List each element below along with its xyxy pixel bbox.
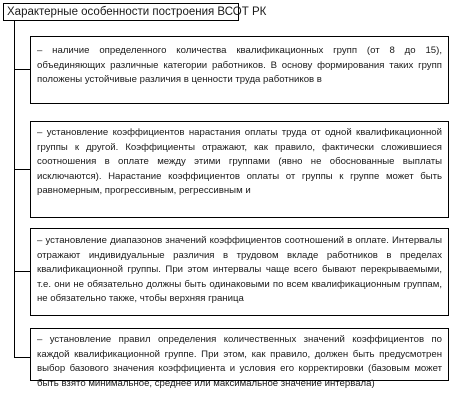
feature-text-4: – установление правил определения количественных значений коэффициентов по каждой квалификационной группе. При этом, как правило, должен быть предусмотрен выбор базового значения коэффициента и условия его корректировки (базовым может быть взято минимальное, среднее или максимальное значение интервала) [37, 334, 442, 389]
connector-branch-1 [14, 69, 30, 70]
diagram-title: Характерные особенности построения ВСОТ РК [3, 3, 239, 21]
vertical-connector-line [14, 21, 15, 358]
connector-branch-2 [14, 169, 30, 170]
connector-branch-3 [14, 271, 30, 272]
feature-block-2 [30, 121, 449, 218]
feature-block-3 [30, 228, 449, 316]
feature-text-3: – установление диапазонов значений коэффициентов соотношений в оплате. Интервалы отражают индивидуальные различия в трудовом вкладе работников в пределах квалификационной группы. При этом интервалы чаще всего бывают перекрываемыми, т.е. они не обязательно должны быть одинаковыми по всем квалификационным группам, не обязательно также, чтобы верхняя граница [37, 235, 442, 305]
feature-block-4 [30, 328, 449, 389]
feature-block-1 [30, 36, 449, 104]
connector-branch-4 [14, 357, 30, 358]
feature-text-2: – установление коэффициентов нарастания оплаты труда от одной квалификационной группы к другой. Коэффициенты отражают, как правило, фактически сложившиеся соотношения в оплате между этими группами (явно не обоснованные выплаты исключаются). Нарастание коэффициентов оплаты от группы к группе может быть равномерным, прогрессивным, регрессивным и [37, 127, 442, 197]
feature-text-1: – наличие определенного количества квалификационных групп (от 8 до 15), объединяющих различные категории работников. В основу формирования таких групп положены устойчивые различия в ценности труда работников в [37, 45, 442, 86]
